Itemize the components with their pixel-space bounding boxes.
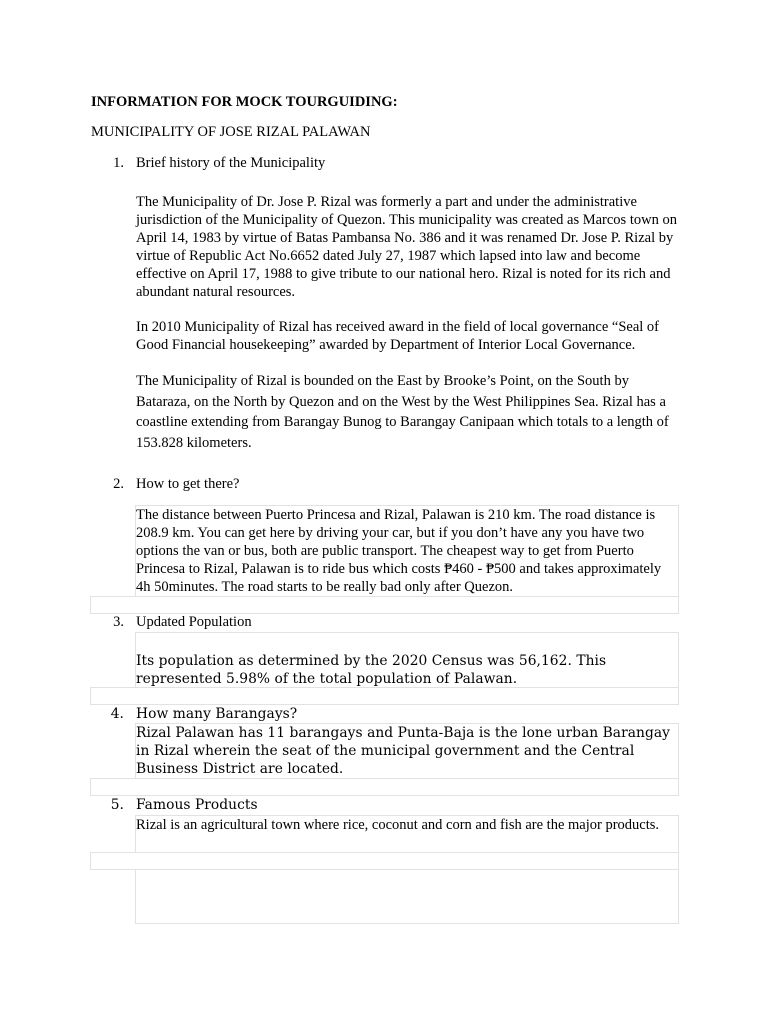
section-1-number: 1. (113, 155, 124, 171)
section-3-number: 3. (113, 614, 124, 630)
section-1-paragraph-3: The Municipality of Rizal is bounded on the East by Brooke’s Point, on the South by Bataraza, on the North by Quezon and on the West by the West Philippines Sea. Rizal has a coastline extending from Barangay Bunog to Barangay Canipaan which totals to a length of 153.828 kilometers. (136, 373, 669, 451)
section-4-number: 4. (110, 706, 124, 722)
section-2-paragraph-1: The distance between Puerto Princesa and Rizal, Palawan is 210 km. The road distance is 208.9 km. You can get here by driving your car, but if you don’t have any you have two options the van or bus, both are public transport. The cheapest way to get from Puerto Princesa to Rizal, Palawan is to ride bus which costs ₱460 - ₱500 and takes approximately 4h 50minutes. The road starts to be really bad only after Quezon. (136, 507, 662, 595)
section-1-heading: Brief history of the Municipality (136, 155, 326, 171)
section-3-heading: Updated Population (136, 614, 252, 630)
section-1-paragraph-2: In 2010 Municipality of Rizal has received award in the field of local governance “Seal of Good Financial housekeeping” awarded by Department of Interior Local Governance. (136, 319, 660, 353)
section-3-paragraph-1: Its population as determined by the 2020 Census was 56,162. This represented 5.98% of the total population of Palawan. (136, 653, 607, 687)
spacer-frame-2 (90, 687, 679, 705)
spacer-frame-4 (90, 852, 679, 870)
spacer-frame-1 (90, 596, 679, 614)
section-4-paragraph-1: Rizal Palawan has 11 barangays and Punta-Baja is the lone urban Barangay in Rizal wherein the seat of the municipal government and the Central Business District are located. (136, 725, 670, 777)
document-title: INFORMATION FOR MOCK TOURGUIDING: (91, 94, 398, 110)
section-2-heading: How to get there? (136, 476, 240, 492)
document-subtitle: MUNICIPALITY OF JOSE RIZAL PALAWAN (91, 124, 371, 140)
section-5-heading: Famous Products (136, 797, 258, 813)
spacer-frame-3 (90, 778, 679, 796)
section-1-paragraph-1: The Municipality of Dr. Jose P. Rizal was formerly a part and under the administrative jurisdiction of the Municipality of Quezon. This municipality was created as Marcos town on April 14, 1983 by virtue of Batas Pambansa No. 386 and it was renamed Dr. Jose P. Rizal by virtue of Republic Act No.6652 dated July 27, 1987 which lapsed into law and become effective on April 17, 1988 to give tribute to our national hero. Rizal is noted for its rich and abundant natural resources. (136, 194, 677, 300)
section-4-heading: How many Barangays? (136, 706, 298, 722)
section-5-number: 5. (110, 797, 124, 813)
section-2-number: 2. (113, 476, 124, 492)
empty-text-frame (135, 869, 679, 924)
section-5-paragraph-1: Rizal is an agricultural town where rice, coconut and corn and fish are the major products. (136, 817, 660, 833)
